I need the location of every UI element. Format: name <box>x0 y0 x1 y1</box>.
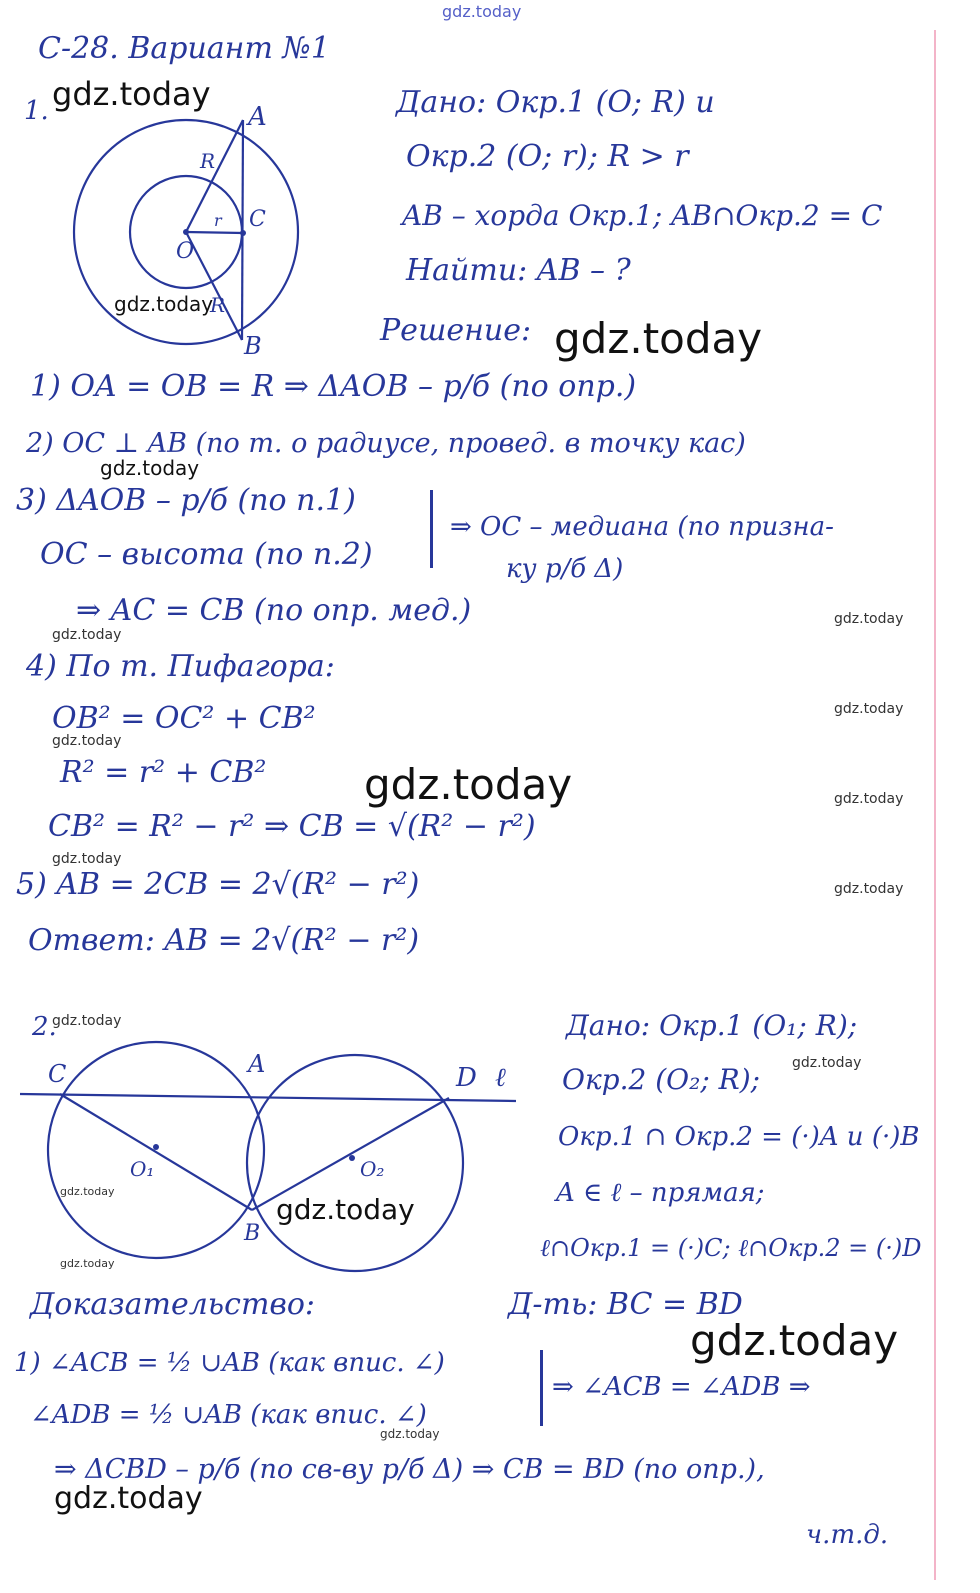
point-O2 <box>349 1155 355 1161</box>
label-r: r <box>214 211 222 230</box>
radius-OB <box>186 232 242 340</box>
problem2-given-line-2: Окр.2 (O₂; R); <box>562 1063 761 1096</box>
watermark-5: gdz.today <box>52 627 122 643</box>
point-O <box>183 229 189 235</box>
problem2-given-line-3: Окр.1 ∩ Окр.2 = (·)A и (·)B <box>558 1122 920 1152</box>
watermark-7: gdz.today <box>52 733 122 749</box>
problem1-step-1: 1) OA = OB = R ⇒ ΔAOB – р/б (по опр.) <box>30 369 637 404</box>
watermark-20: gdz.today <box>54 1481 203 1516</box>
watermark-12: gdz.today <box>834 881 904 897</box>
problem1-step-5: 5) AB = 2CB = 2√(R² − r²) <box>16 867 420 902</box>
problem1-step-3c: ⇒ OC – медиана (по призна- <box>450 512 834 542</box>
watermark-8: gdz.today <box>834 701 904 717</box>
problem2-proof-title: Доказательство: <box>30 1287 316 1322</box>
page-title: С-28. Вариант №1 <box>38 31 330 66</box>
watermark-9: gdz.today <box>364 760 573 809</box>
problem2-step-1c: ⇒ ∠ACB = ∠ADB ⇒ <box>552 1372 811 1402</box>
problem2-step-2: ⇒ ΔCBD – р/б (по св-ву р/б Δ) ⇒ CB = BD (по опр.), <box>54 1454 765 1485</box>
radius-OC <box>186 232 243 233</box>
label-B: B <box>244 332 262 360</box>
problem1-eq-2: R² = r² + CB² <box>60 755 267 790</box>
problem1-find: Найти: AB – ? <box>406 253 631 288</box>
point-O1 <box>153 1144 159 1150</box>
watermark-16: gdz.today <box>276 1193 415 1226</box>
top-watermark: gdz.today <box>442 2 522 21</box>
chord-AB <box>242 120 243 340</box>
watermark-3: gdz.today <box>554 314 763 363</box>
watermark-13: gdz.today <box>52 1013 122 1029</box>
problem2-step-1b: ∠ADB = ½ ∪AB (как впис. ∠) <box>30 1400 427 1430</box>
problem1-step-3d: ку р/б Δ) <box>506 554 624 584</box>
watermark-18: gdz.today <box>690 1316 899 1365</box>
label-C2: C <box>48 1060 67 1088</box>
label-O: O <box>176 239 195 264</box>
problem1-eq-3: CB² = R² − r² ⇒ CB = √(R² − r²) <box>48 809 536 844</box>
circle-2 <box>247 1055 463 1271</box>
problem1-solution-title: Решение: <box>380 313 532 348</box>
label-D: D <box>456 1063 477 1093</box>
problem1-answer: Ответ: AB = 2√(R² − r²) <box>28 923 420 958</box>
label-B2: B <box>244 1221 261 1246</box>
watermark-14: gdz.today <box>792 1055 862 1071</box>
point-C <box>240 230 246 236</box>
problem1-step-3b: OC – высота (по п.2) <box>40 537 373 572</box>
watermark-10: gdz.today <box>834 791 904 807</box>
watermark-2: gdz.today <box>114 292 214 316</box>
label-C: C <box>249 207 266 232</box>
problem1-step-2: 2) OC ⊥ AB (по т. о радиусе, провед. в точку кас) <box>26 428 746 459</box>
problem1-given-line-2: Окр.2 (O; r); R > r <box>406 139 689 174</box>
problem1-step-4: 4) По т. Пифагора: <box>26 649 335 684</box>
label-l: ℓ <box>495 1063 506 1093</box>
problem2-number: 2. <box>32 1012 57 1042</box>
label-O1: O₁ <box>130 1157 155 1181</box>
watermark-11: gdz.today <box>52 851 122 867</box>
watermark-1: gdz.today <box>52 75 211 113</box>
problem2-prove: Д-ть: BC = BD <box>508 1287 743 1322</box>
label-A: A <box>248 102 267 132</box>
label-O2: O₂ <box>360 1157 385 1181</box>
brace-bar <box>430 490 433 568</box>
problem1-step-3e: ⇒ AC = CB (по опр. мед.) <box>76 593 472 628</box>
brace-bar-2 <box>540 1350 543 1426</box>
problem2-given-line-4: A ∈ ℓ – прямая; <box>556 1178 765 1208</box>
watermark-17: gdz.today <box>60 1257 115 1270</box>
problem1-step-3a: 3) ΔAOB – р/б (по п.1) <box>16 483 356 518</box>
watermark-19: gdz.today <box>380 1427 440 1441</box>
problem1-given-line-3: AB – хорда Окр.1; AB∩Окр.2 = C <box>402 199 883 232</box>
problem1-given-line-1: Дано: Окр.1 (O; R) и <box>396 85 715 120</box>
watermark-6: gdz.today <box>834 611 904 627</box>
label-A2: A <box>248 1050 266 1078</box>
watermark-4: gdz.today <box>100 456 200 480</box>
problem1-number: 1. <box>24 96 49 126</box>
label-R2: R <box>210 293 226 317</box>
problem2-step-1a: 1) ∠ACB = ½ ∪AB (как впис. ∠) <box>14 1348 445 1378</box>
figure-intersecting-circles <box>20 1042 516 1271</box>
label-R1: R <box>200 149 216 173</box>
watermark-15: gdz.today <box>60 1185 115 1198</box>
problem2-given-line-1: Дано: Окр.1 (O₁; R); <box>566 1009 858 1042</box>
problem2-qed: ч.т.д. <box>806 1520 889 1550</box>
problem2-given-line-5: ℓ∩Окр.1 = (·)C; ℓ∩Окр.2 = (·)D <box>540 1234 922 1262</box>
problem1-eq-1: OB² = OC² + CB² <box>52 701 316 736</box>
